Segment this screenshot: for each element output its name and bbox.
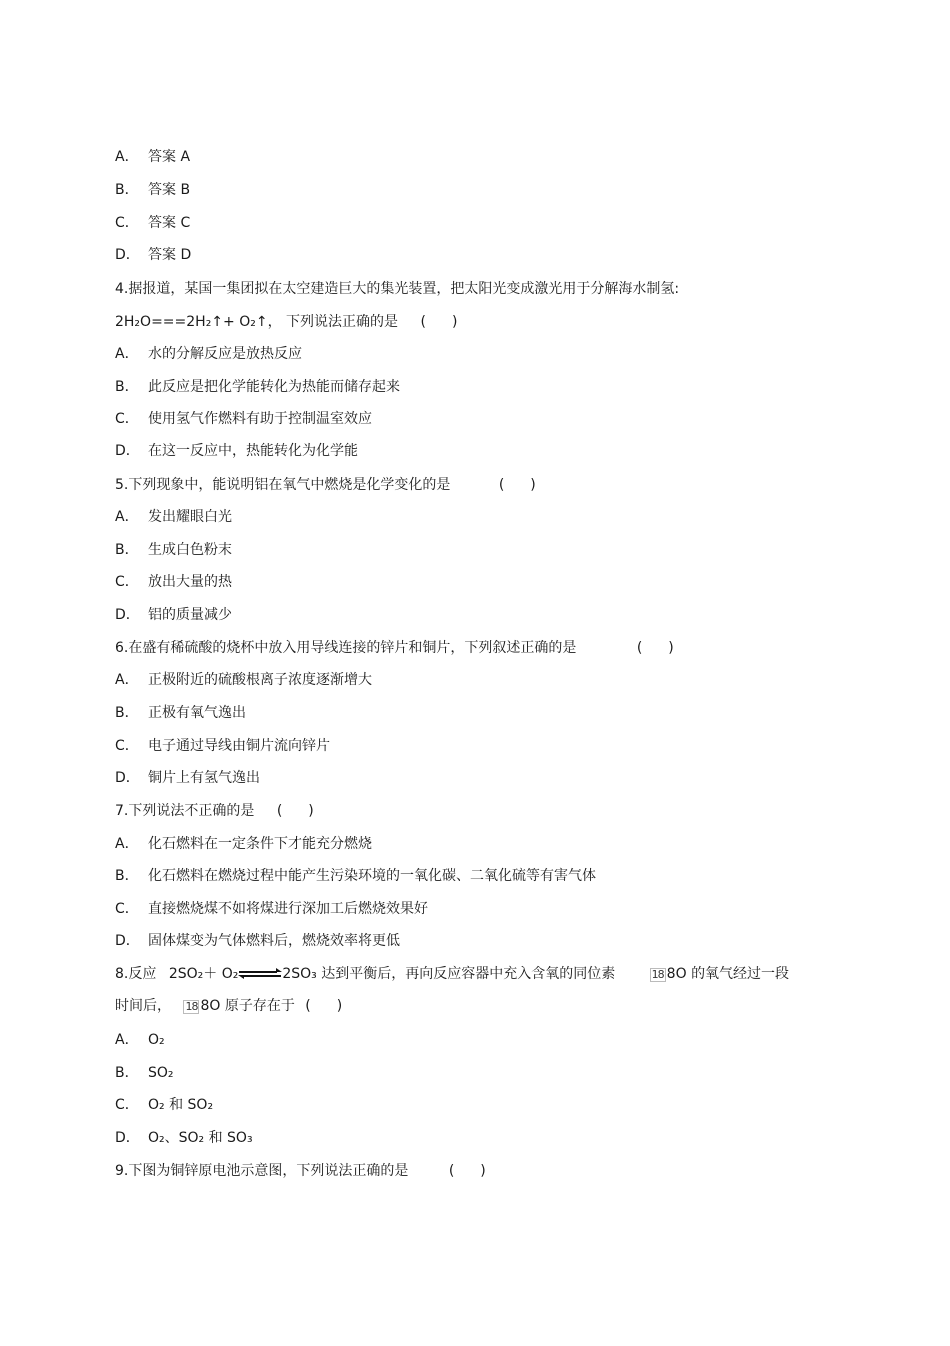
q8-option-d: D． O₂、SO₂ 和 SO₃ xyxy=(115,1130,253,1146)
q8-isotope: 18 8O xyxy=(651,966,687,982)
q3-option-d: D． 答案 D xyxy=(115,247,192,263)
q4-question-text: 下列说法正确的是 xyxy=(286,314,399,330)
q6-option-a: A． 正极附近的硫酸根离子浓度逐渐增大 xyxy=(115,672,372,688)
isotope-mark-icon: 18 xyxy=(651,968,664,981)
q4-option-c: C． 使用氢气作燃料有助于控制温室效应 xyxy=(115,411,372,427)
q3-option-b: B． 答案 B xyxy=(115,182,191,198)
answer-parentheses: ( ) xyxy=(498,477,536,493)
q4-stem: 4.据报道，某国一集团拟在太空建造巨大的集光装置，把太阳光变成激光用于分解海水制氢: xyxy=(115,281,680,297)
q8-option-b: B． SO₂ xyxy=(115,1065,174,1081)
answer-parentheses: ( ) xyxy=(276,803,314,819)
answer-parentheses: ( ) xyxy=(448,1163,486,1179)
q8-option-c: C． O₂ 和 SO₂ xyxy=(115,1097,214,1113)
q5-option-c: C． 放出大量的热 xyxy=(115,574,232,590)
q8-product: 2SO₃ xyxy=(282,966,317,982)
q8-stem: 8.反应 2SO₂＋ O₂ 2SO₃ 达到平衡后，再向反应容器中充入含氧的同位素 18 8O 的氧气经过一段 xyxy=(115,966,790,982)
q8-stem-line2: 时间后， 18 8O 原子存在于 ( ) xyxy=(115,998,343,1014)
q4-option-b: B． 此反应是把化学能转化为热能而储存起来 xyxy=(115,379,400,395)
q5-option-d: D． 铝的质量减少 xyxy=(115,607,232,623)
q4-equation: 2H₂O===2H₂↑+ O₂↑， xyxy=(115,314,282,330)
q5-option-a: A． 发出耀眼白光 xyxy=(115,509,232,525)
q4-stem-line2 xyxy=(115,313,457,331)
q3-option-c: C． 答案 C xyxy=(115,215,191,231)
q7-stem: 7.下列说法不正确的是 ( ) xyxy=(115,803,314,819)
q8-option-a: A． O₂ xyxy=(115,1032,165,1048)
answer-parentheses: ( ) xyxy=(636,640,674,656)
q6-stem: 6.在盛有稀硫酸的烧杯中放入用导线连接的锌片和铜片，下列叙述正确的是 ( ) xyxy=(115,640,674,656)
q6-option-c: C． 电子通过导线由铜片流向锌片 xyxy=(115,738,330,754)
q3-option-a: A． 答案 A xyxy=(115,149,191,165)
q8-reactants: 2SO₂＋ O₂ xyxy=(168,966,239,982)
q8-isotope-2: 18 8O xyxy=(185,998,221,1014)
q6-option-d: D． 铜片上有氢气逸出 xyxy=(115,770,260,786)
q7-option-d: D． 固体煤变为气体燃料后，燃烧效率将更低 xyxy=(115,933,400,949)
q4-option-a: A． 水的分解反应是放热反应 xyxy=(115,346,302,362)
isotope-mark-icon: 18 xyxy=(185,1000,198,1013)
q7-option-a: A． 化石燃料在一定条件下才能充分燃烧 xyxy=(115,836,372,852)
equilibrium-arrow-icon xyxy=(239,968,281,980)
q5-option-b: B． 生成白色粉末 xyxy=(115,542,232,558)
answer-parentheses: ( ) xyxy=(420,314,458,330)
q5-stem: 5.下列现象中，能说明铝在氧气中燃烧是化学变化的是 ( ) xyxy=(115,477,536,493)
q6-option-b: B． 正极有氧气逸出 xyxy=(115,705,246,721)
q4-option-d: D． 在这一反应中，热能转化为化学能 xyxy=(115,443,358,459)
q9-stem: 9.下图为铜锌原电池示意图，下列说法正确的是 ( ) xyxy=(115,1163,486,1179)
answer-parentheses: ( ) xyxy=(305,998,343,1014)
q7-option-c: C． 直接燃烧煤不如将煤进行深加工后燃烧效果好 xyxy=(115,901,428,917)
q7-option-b: B． 化石燃料在燃烧过程中能产生污染环境的一氧化碳、二氧化硫等有害气体 xyxy=(115,868,596,884)
